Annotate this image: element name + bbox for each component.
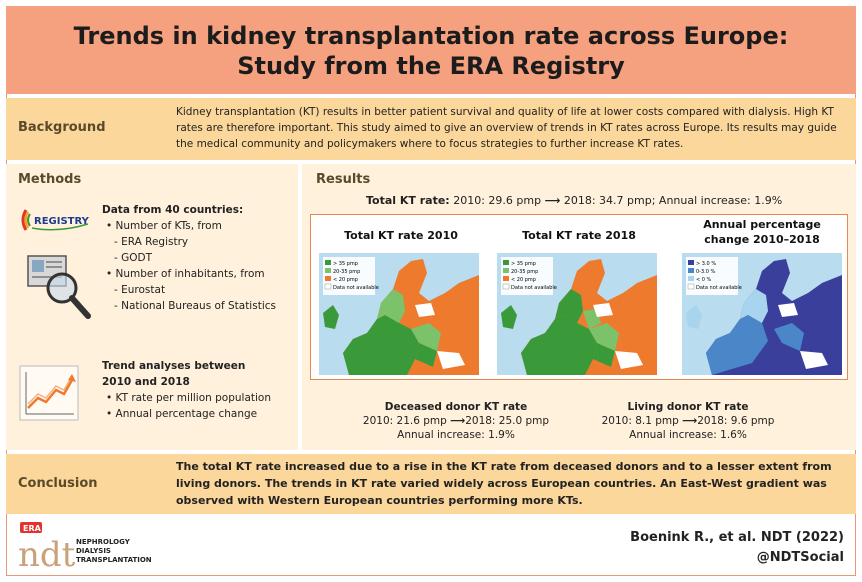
title-banner [6, 6, 856, 94]
map-2018 [497, 253, 657, 375]
deceased-from: 2010: 21.6 pmp [362, 415, 447, 427]
data-item-1: • Number of KTs, from [106, 220, 222, 232]
arrow-right-icon: ⟶ [682, 415, 698, 427]
deceased-heading: Deceased donor KT rate [384, 401, 528, 413]
magnifier-document-icon [26, 252, 92, 322]
map-2010 [319, 253, 479, 375]
svg-text:0-3.0 %: 0-3.0 % [696, 269, 716, 275]
journal-name: NEPHROLOGY DIALYSIS TRANSPLANTATION [76, 538, 152, 564]
registry-logo-icon [18, 206, 94, 234]
data-item-3: - GODT [114, 252, 153, 264]
svg-text:> 35 pmp: > 35 pmp [333, 261, 358, 267]
svg-text:< 0 %: < 0 % [696, 277, 712, 283]
living-to: 2018: 9.6 pmp [697, 415, 775, 427]
svg-text:Data not available: Data not available [511, 285, 557, 291]
map-annual-change [681, 253, 843, 375]
data-item-5: - Eurostat [114, 284, 166, 296]
total-2018: 2018: 34.7 pmp; Annual increase: 1.9% [563, 194, 783, 207]
svg-text:> 3.0 %: > 3.0 % [696, 261, 717, 267]
trend-heading-1: Trend analyses between [102, 360, 246, 372]
arrow-right-icon: ⟶ [450, 415, 466, 427]
maps-panel [310, 214, 848, 380]
map-title-2018: Total KT rate 2018 [522, 229, 636, 242]
trend-item-2: • Annual percentage change [106, 408, 258, 420]
map-title-2010: Total KT rate 2010 [344, 229, 458, 242]
results-heading: Results [316, 172, 371, 187]
deceased-to: 2018: 25.0 pmp [465, 415, 550, 427]
data-item-4: • Number of inhabitants, from [106, 268, 265, 280]
ndt-logo [18, 520, 78, 576]
methods-heading: Methods [18, 172, 82, 187]
svg-text:< 20 pmp: < 20 pmp [511, 277, 536, 283]
deceased-increase: Annual increase: 1.9% [397, 429, 515, 441]
trend-item-1: • KT rate per million population [106, 392, 271, 404]
deceased-donor-block [356, 400, 556, 442]
conclusion-text: The total KT rate increased due to a rise in the KT rate from deceased donors and to a lesser extent from living donors. The trends in KT rate varied widely across European countries. An East-West gradient was observed with Western European countries performing more KTs. [176, 460, 832, 507]
svg-text:Data not available: Data not available [333, 285, 379, 291]
data-item-6: - National Bureaus of Statistics [114, 300, 276, 312]
citation: Boenink R., et al. NDT (2022) [630, 530, 844, 545]
living-heading: Living donor KT rate [627, 401, 749, 413]
title-line-1: Trends in kidney transplantation rate across Europe: [73, 22, 789, 50]
svg-text:20-35 pmp: 20-35 pmp [333, 269, 361, 275]
arrow-right-icon: ⟶ [544, 194, 561, 207]
social-handle[interactable]: @NDTSocial [756, 550, 844, 565]
conclusion-heading: Conclusion [18, 476, 98, 491]
background-heading: Background [18, 120, 106, 135]
background-section [6, 98, 856, 160]
living-increase: Annual increase: 1.6% [629, 429, 747, 441]
trend-chart-icon [18, 364, 80, 422]
total-kt-label: Total KT rate: [366, 194, 450, 207]
era-logo-text: ERA [23, 524, 41, 533]
total-2010: 2010: 29.6 pmp [453, 194, 542, 207]
svg-text:20-35 pmp: 20-35 pmp [511, 269, 539, 275]
total-kt-summary [366, 194, 782, 207]
conclusion-section [6, 454, 856, 514]
trend-heading-2: 2010 and 2018 [102, 376, 190, 388]
registry-logo-text: REGISTRY [34, 216, 89, 227]
title-line-2: Study from the ERA Registry [237, 52, 625, 80]
data-item-2: - ERA Registry [114, 236, 189, 248]
living-from: 2010: 8.1 pmp [601, 415, 679, 427]
background-text: Kidney transplantation (KT) results in better patient survival and quality of life at lower costs compared with dialysis. High KT rates are therefore important. This study aimed to give an overview of trends in KT rates across Europe. Its results may guide the medical community and policymakers where to focus strategies to further increase KT rates. [176, 106, 837, 150]
svg-text:Data not available: Data not available [696, 285, 742, 291]
ndt-logo-text: ndt [18, 535, 76, 572]
living-donor-block [588, 400, 788, 442]
results-section [302, 164, 856, 450]
citation-block [630, 528, 844, 568]
methods-section [6, 164, 298, 450]
svg-text:< 20 pmp: < 20 pmp [333, 277, 358, 283]
data-heading: Data from 40 countries: [102, 204, 244, 216]
svg-text:> 35 pmp: > 35 pmp [511, 261, 536, 267]
map-title-change: Annual percentage change 2010–2018 [703, 218, 821, 246]
